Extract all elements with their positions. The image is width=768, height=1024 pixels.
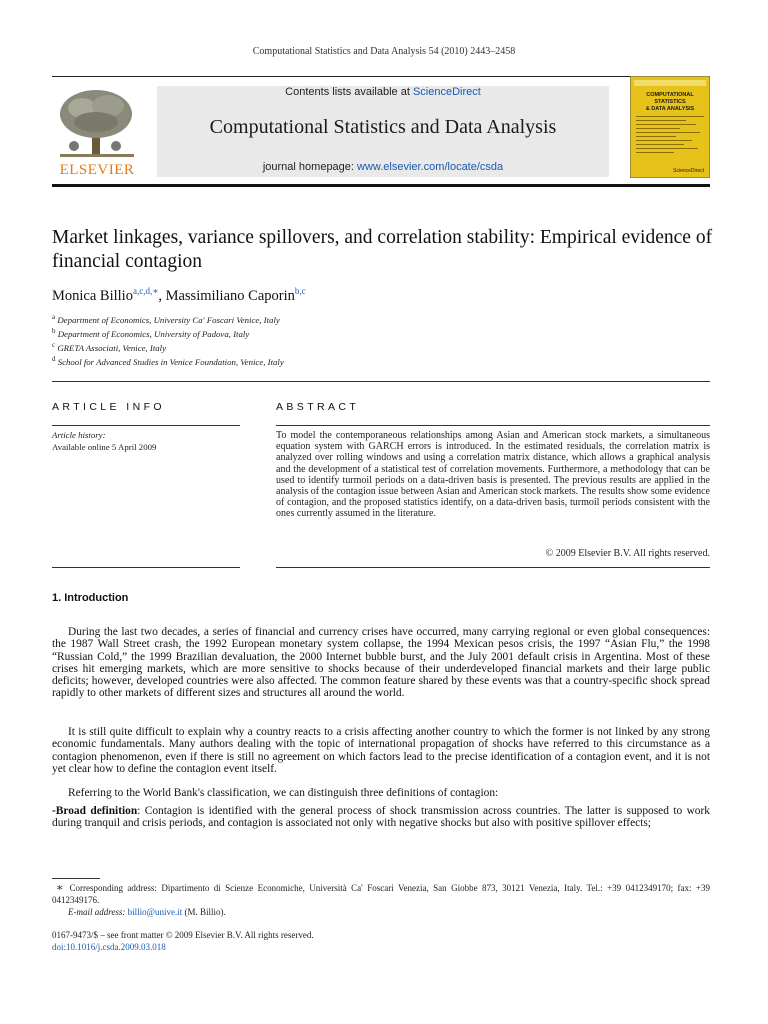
elsevier-wordmark: ELSEVIER	[59, 162, 135, 178]
journal-citation: Computational Statistics and Data Analysis 54 (2010) 2443–2458	[252, 46, 516, 57]
header-thick-rule	[52, 184, 710, 187]
article-history-label: Article history:	[52, 430, 106, 440]
issn-line: 0167-9473/$ – see front matter © 2009 Elsevier B.V. All rights reserved.	[52, 930, 314, 940]
abstract-bottom-rule	[276, 567, 710, 568]
author-affiliation-marks[interactable]: b,c	[294, 286, 306, 296]
footnote-rule	[52, 878, 100, 879]
corresponding-footnote	[52, 882, 710, 906]
affiliation-text: Department of Economics, University of Padova, Italy	[57, 328, 250, 339]
author-name: Monica Billio	[52, 287, 133, 304]
author-affiliation-marks[interactable]: a,c,d,∗	[132, 286, 159, 296]
abstract-text: To model the contemporaneous relationships among Asian and American stock markets, a simultaneous equation system with GARCH errors is introduced. In the estimated residuals, the correlation matrix is analyzed over rolling windows and using a correlation matrix distance, which allows a graphical analysis and the development of a statistical test of correlation movements. Furthermore, a methodology that can be used to identify turmoil periods on a data-driven basis is presented. The previous results are applied in the analysis of the contagion issue between Asian and American stock markets. The results show some evidence of contagion, and the proposed statistics identify, on a data-driven basis, turmoil periods consistent with the ones currently assumed in the literature.	[276, 430, 710, 520]
cover-title-line1: COMPUTATIONAL	[646, 92, 694, 98]
affiliation-mark: b	[52, 327, 56, 335]
intro-paragraph-4	[52, 805, 710, 830]
affiliation-mark: a	[52, 313, 56, 321]
cover-publisher: ScienceDirect	[673, 168, 704, 174]
intro-paragraph-2: It is still quite difficult to explain why a country reacts to a crisis affecting another country to which the former is not linked by any strong economic fundamentals. Many authors dealing with the topic of international propagation of shocks have referred to this circumstance as a contagion phenomenon, even if there is still no agreement on which factors lead to the precise identification of a contagion event, and it is not yet clear how to define the contagion event itself.	[52, 726, 710, 775]
copyright-line: © 2009 Elsevier B.V. All rights reserved.	[545, 548, 710, 559]
sciencedirect-link[interactable]: ScienceDirect	[412, 86, 481, 98]
cover-title-line3: & DATA ANALYSIS	[645, 106, 695, 112]
top-rule	[52, 76, 710, 77]
journal-title: Computational Statistics and Data Analysis	[209, 116, 557, 138]
section-rule	[52, 381, 710, 382]
email-suffix: (M. Billio).	[182, 907, 226, 917]
author-name: Massimiliano Caporin	[165, 287, 295, 304]
footnote-star: ∗	[56, 882, 64, 894]
affiliation-mark: c	[52, 341, 56, 349]
introduction-heading: 1. Introduction	[52, 592, 129, 604]
article-info-rule	[52, 425, 240, 426]
homepage-line	[157, 161, 609, 173]
contents-line	[157, 86, 609, 98]
affiliation	[52, 341, 712, 353]
homepage-prefix: journal homepage:	[262, 161, 358, 173]
footnote-text: Corresponding address: Dipartimento di Scienze Economiche, Università Ca' Foscari Venezia, San Giobbe 873, 30121 Venezia, Italy. Tel.: +39 0412349170; fax: +39 0412349176.	[52, 883, 710, 905]
contents-prefix: Contents lists available at	[285, 86, 413, 98]
article-info-heading: ARTICLE INFO	[52, 401, 165, 413]
affiliation-text: GRETA Associati, Venice, Italy	[57, 342, 167, 353]
email-footnote	[68, 907, 226, 917]
intro-paragraph-1: During the last two decades, a series of financial and currency crises have occurred, many carrying regional or even global consequences: the 1987 Wall Street crash, the 1992 European monetary system collapse, the 1994 Mexican pesos crisis, the 1997 “Asian Flu,” the 1998 “Russian Cold,” the 1999 Brazilian devaluation, the 2000 Internet bubble burst, and the July 2001 default crisis in Argentina. Most of these crises hit emerging markets, which are more sensitive to shocks because of their underdeveloped financial markets and their large public deficits; however, developed countries were also affected. The common feature shared by these events was that a country-specific shock spread rapidly to other markets of different sizes and structures all around the world.	[52, 626, 710, 700]
affiliation	[52, 355, 712, 367]
abstract-heading: ABSTRACT	[276, 401, 360, 413]
journal-cover-image	[630, 76, 710, 178]
affiliation-text: School for Advanced Studies in Venice Foundation, Venice, Italy	[57, 356, 284, 367]
intro-paragraph-3: Referring to the World Bank's classification, we can distinguish three definitions of contagion:	[68, 787, 499, 799]
author-list	[52, 286, 722, 305]
homepage-link[interactable]: www.elsevier.com/locate/csda	[357, 161, 504, 173]
author-separator: ,	[158, 287, 166, 304]
affiliation-text: Department of Economics, University Ca' Foscari Venice, Italy	[57, 314, 280, 325]
email-link[interactable]: billio@unive.it	[127, 907, 183, 917]
affiliation	[52, 327, 712, 339]
article-info-bottom-rule	[52, 567, 240, 568]
doi-link[interactable]: doi:10.1016/j.csda.2009.03.018	[52, 942, 166, 952]
abstract-rule	[276, 425, 710, 426]
email-label: E-mail address:	[68, 907, 128, 917]
affiliation-mark: d	[52, 355, 56, 363]
cover-title-line2: STATISTICS	[654, 99, 686, 105]
broad-definition-term: -Broad definition	[52, 805, 138, 817]
article-history-value: Available online 5 April 2009	[52, 442, 157, 452]
affiliation	[52, 313, 712, 325]
article-title: Market linkages, variance spillovers, and correlation stability: Empirical evidence of financial contagion	[52, 227, 713, 272]
broad-definition-text: : Contagion is identified with the general process of shock transmission across countries. The latter is supposed to work during tranquil and crisis periods, and contagion is associated not only with negative shocks but also with positive spillover effects;	[52, 805, 710, 830]
